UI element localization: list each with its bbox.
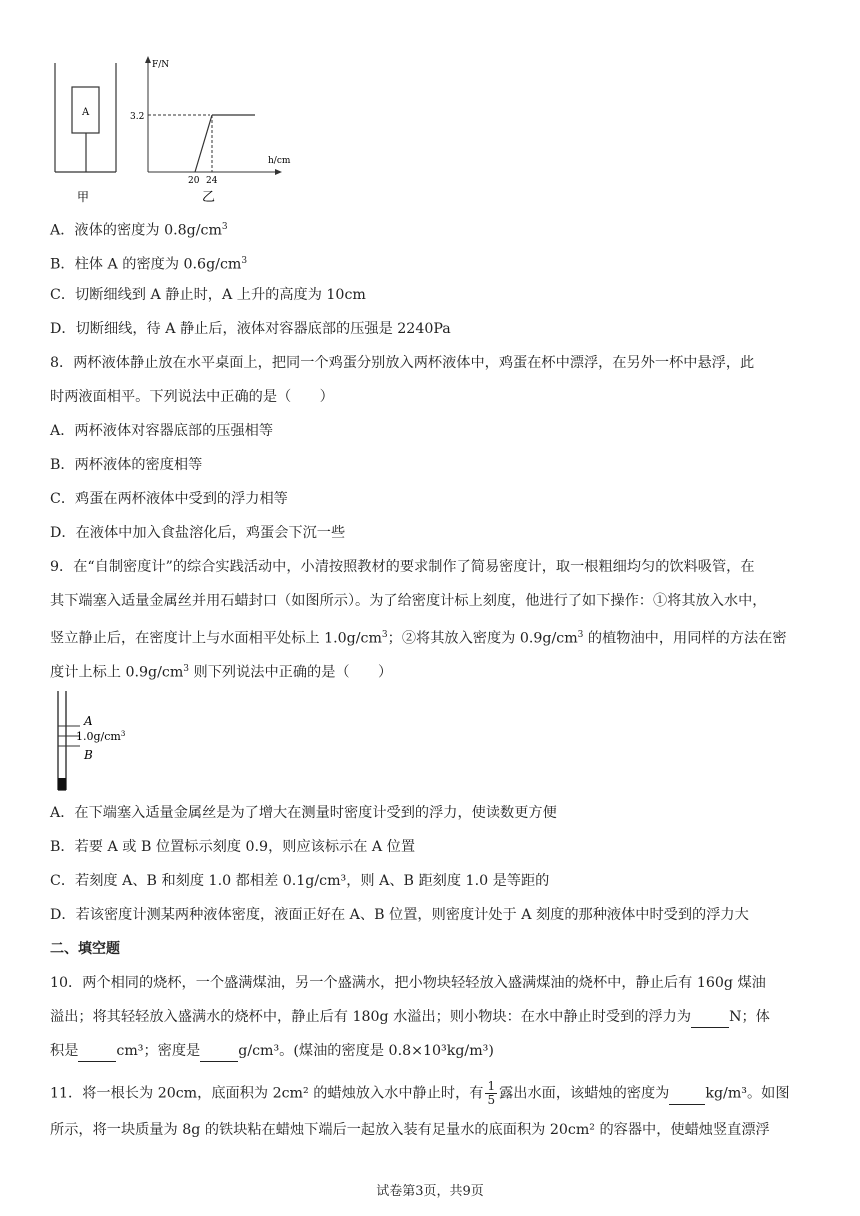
fraction-one-fifth: $\frac{1}{5}$ (487, 1079, 496, 1107)
q9-option-d: D．若该密度计测某两种液体密度，液面正好在 A、B 位置，则密度计处于 A 刻度的那种液体中时受到的浮力大 (50, 907, 749, 923)
caption-jia: 甲 (77, 190, 90, 204)
x-tick-20: 20 (188, 176, 200, 186)
q7-option-d: D．切断细线，待 A 静止后，液体对容器底部的压强是 2240Pa (50, 321, 451, 337)
q10-blank-density[interactable] (200, 1041, 238, 1062)
q7-option-b: B．柱体 A 的密度为 $0.6g/cm^3$ (50, 256, 248, 273)
q8-option-c: C．鸡蛋在两杯液体中受到的浮力相等 (50, 491, 288, 507)
q10-blank-force[interactable] (691, 1007, 729, 1028)
q8-option-a: A．两杯液体对容器底部的压强相等 (50, 423, 274, 439)
x-tick-24: 24 (206, 176, 218, 186)
q8-stem-1: 8．两杯液体静止放在水平桌面上，把同一个鸡蛋分别放入两杯液体中，鸡蛋在杯中漂浮，在另外一杯中悬浮，此 (50, 355, 755, 371)
y-tick-label: 3.2 (130, 112, 145, 122)
metal-wire-plug (58, 778, 66, 790)
q9-option-c: C．若刻度 A、B 和刻度 1.0 都相差 0.1g/cm³，则 A、B 距刻度 1.0 是等距的 (50, 873, 550, 889)
q9-stem-3: 竖立静止后，在密度计上与水面相平处标上 $1.0g/cm^3$；②将其放入密度为 $0.9g/cm^3$ 的植物油中，用同样的方法在密 (50, 630, 787, 647)
q10-line-1: 10．两个相同的烧杯，一个盛满煤油，另一个盛满水，把小物块轻轻放入盛满煤油的烧杯中，静止后有 160g 煤油 (50, 975, 766, 991)
figure-densimeter (50, 688, 170, 798)
q10-line-3: 积是 cm³；密度是 g/cm³。(煤油的密度是 0.8×10³kg/m³) (50, 1041, 494, 1062)
q9-option-b: B．若要 A 或 B 位置标示刻度 0.9，则应该标示在 A 位置 (50, 839, 416, 855)
section-fill-in: 二、填空题 (50, 941, 120, 957)
q8-option-d: D．在液体中加入食盐溶化后，鸡蛋会下沉一些 (50, 525, 346, 541)
x-axis-label: h/cm (268, 156, 291, 166)
q9-stem-4: 度计上标上 $0.9g/cm^3$ 则下列说法中正确的是（ ） (50, 664, 393, 681)
q11-line-2: 所示，将一块质量为 8g 的铁块粘在蜡烛下端后一起放入装有足量水的底面积为 20cm² 的容器中，使蜡烛竖直漂浮 (50, 1122, 770, 1138)
q10-blank-volume[interactable] (78, 1041, 116, 1062)
q11-blank-density[interactable] (669, 1084, 705, 1105)
figure-container-graph (50, 55, 310, 205)
block-a-label: A (82, 107, 90, 118)
caption-yi: 乙 (202, 190, 216, 205)
q7-option-c: C．切断细线到 A 静止时，A 上升的高度为 10cm (50, 287, 366, 303)
page-footer: 试卷第3页，共9页 (376, 1184, 484, 1199)
y-axis-label: F/N (152, 60, 170, 70)
q8-option-b: B．两杯液体的密度相等 (50, 457, 203, 473)
mark-b: B (84, 748, 93, 762)
q9-stem-2: 其下端塞入适量金属丝并用石蜡封口（如图所示）。为了给密度计标上刻度，他进行了如下操作：①将其放入水中， (50, 593, 767, 609)
q7-option-a: A．液体的密度为 $0.8g/cm^3$ (50, 222, 228, 239)
mark-1-0: $1.0g/cm^3$ (76, 730, 126, 743)
q8-stem-2: 时两液面相平。下列说法中正确的是（ ） (50, 389, 334, 405)
q9-stem-1: 9．在“自制密度计”的综合实践活动中，小清按照教材的要求制作了简易密度计，取一根粗细均匀的饮料吸管，在 (50, 559, 755, 575)
q11-line-1: 11．将一根长为 20cm，底面积为 2cm² 的蜡烛放入水中静止时，有 $\frac{1}{5}$ 露出水面，该蜡烛的密度为 kg/m³。如图 (50, 1079, 790, 1107)
mark-a: A (84, 714, 93, 728)
q9-option-a: A．在下端塞入适量金属丝是为了增大在测量时密度计受到的浮力，使读数更方便 (50, 805, 557, 821)
q10-line-2: 溢出；将其轻轻放入盛满水的烧杯中，静止后有 180g 水溢出；则小物块：在水中静止时受到的浮力为 N；体 (50, 1007, 770, 1028)
